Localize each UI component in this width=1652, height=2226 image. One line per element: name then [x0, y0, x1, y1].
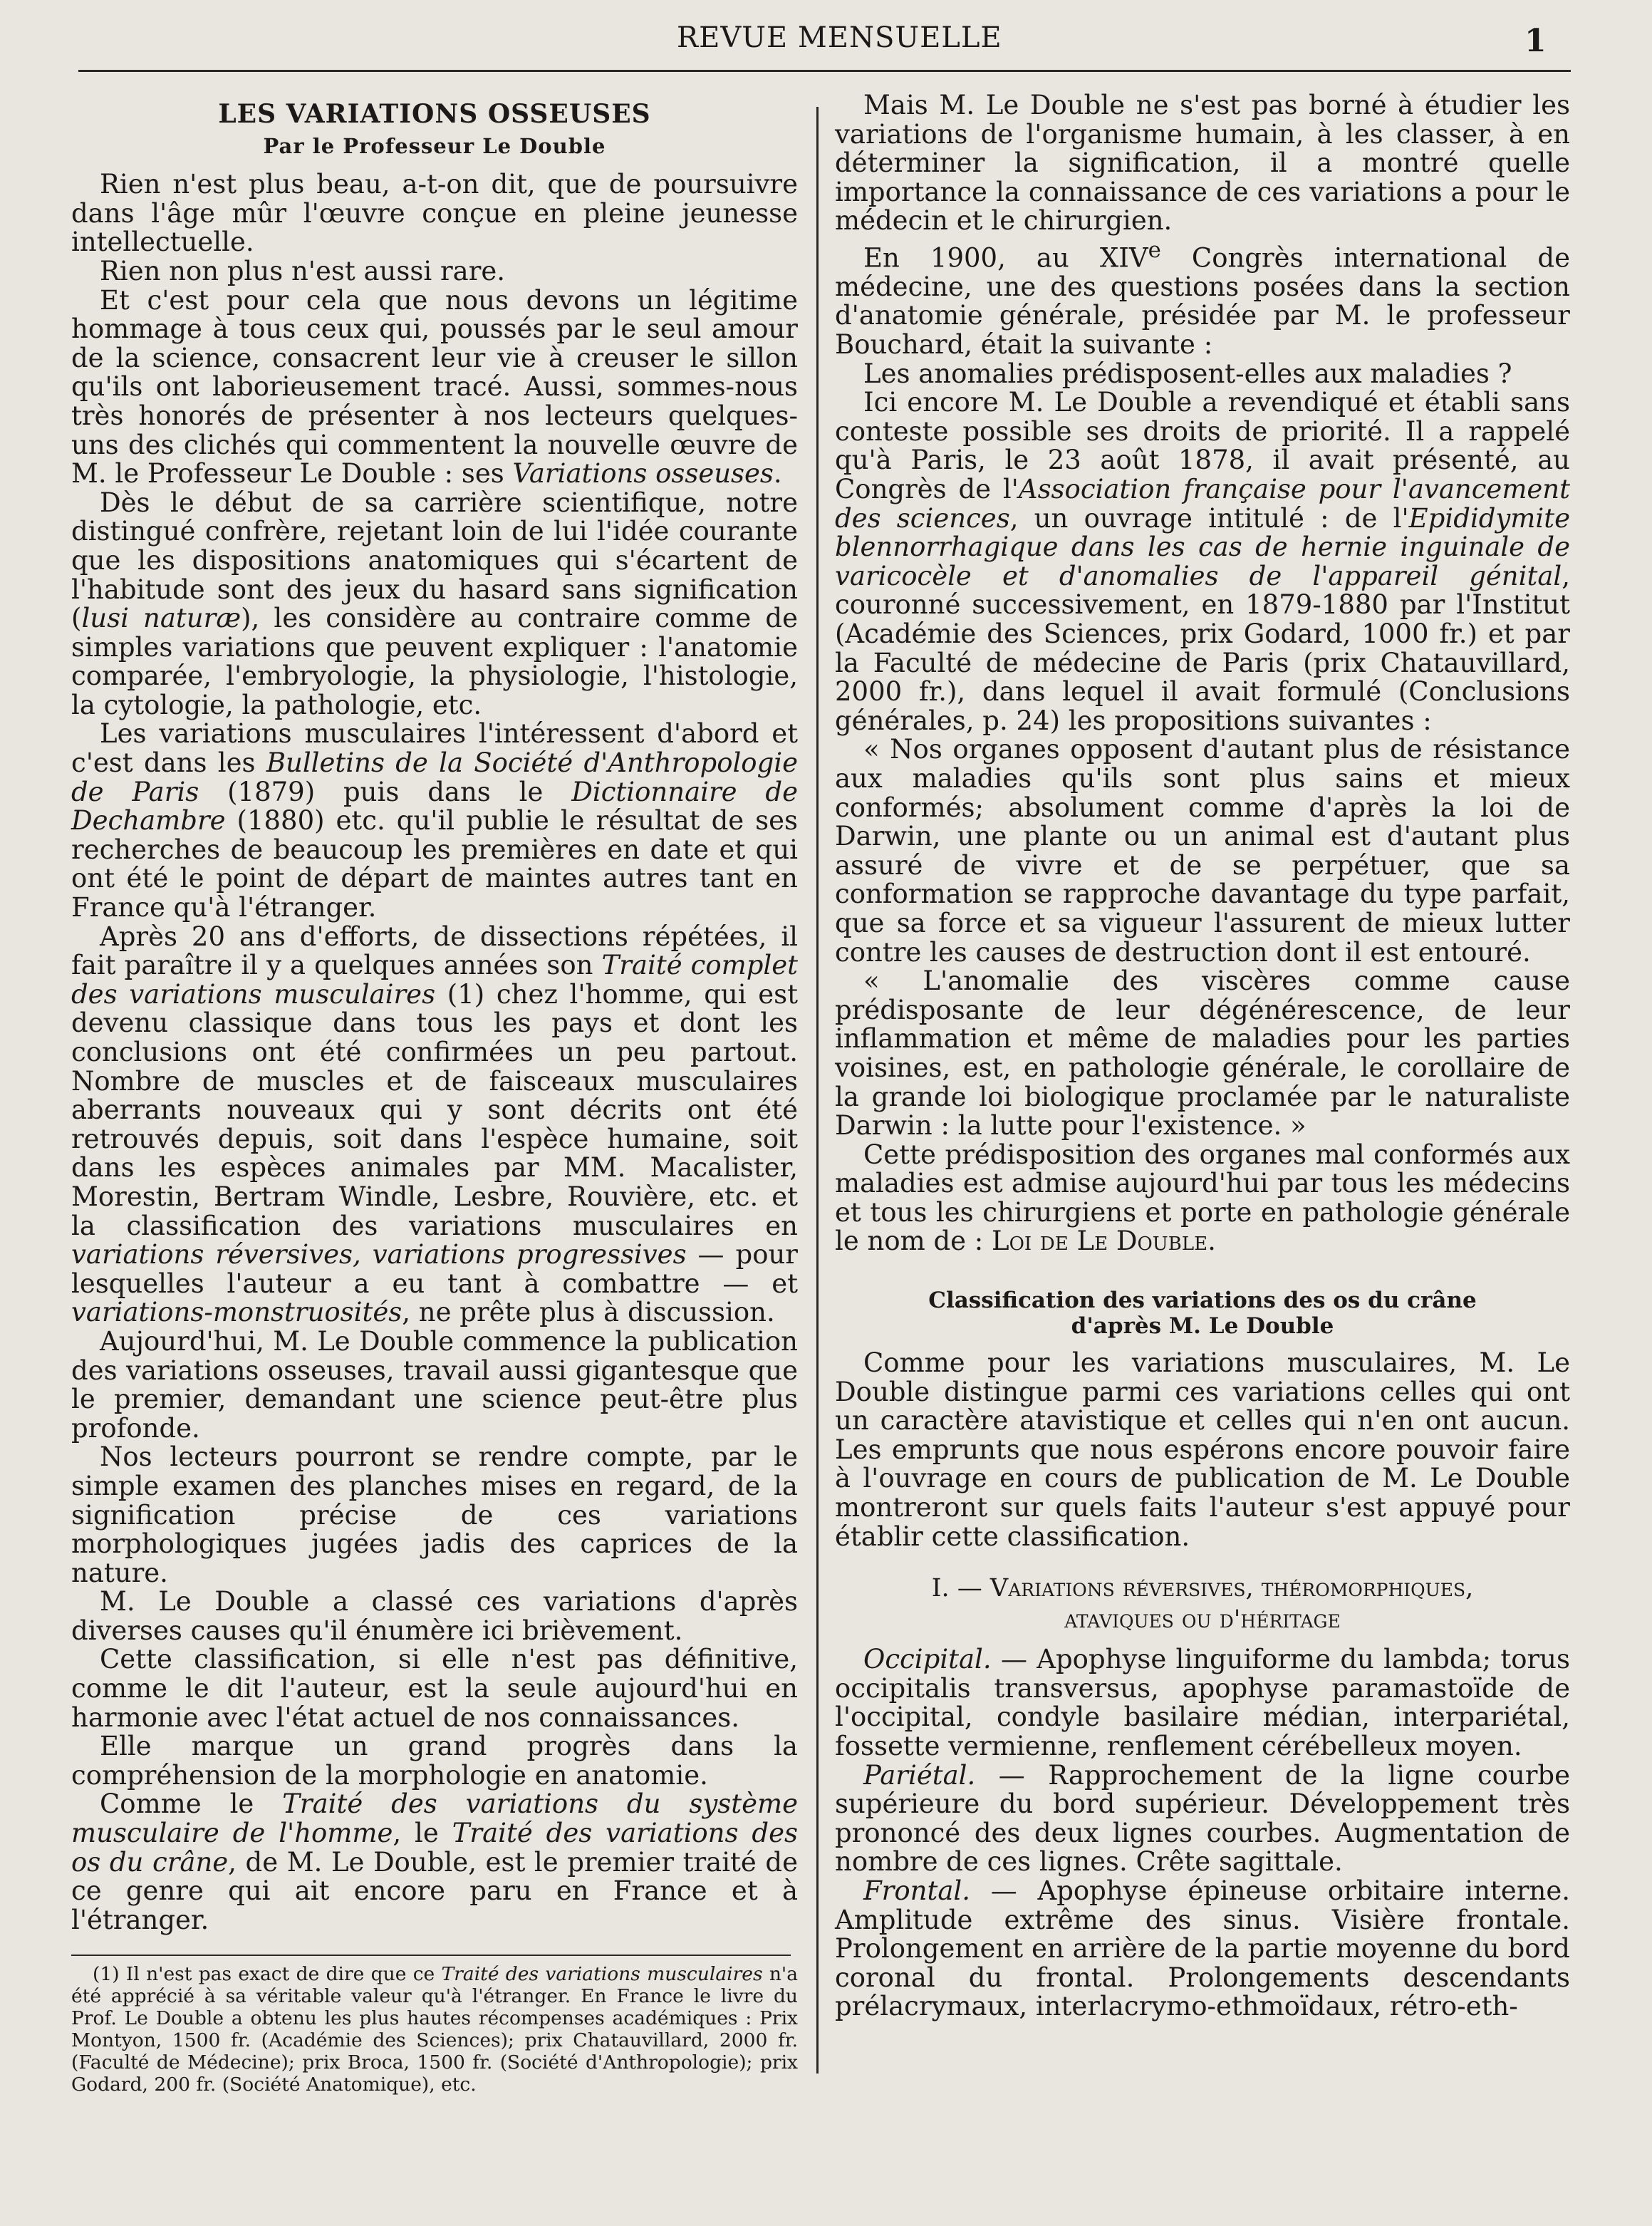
subsection-heading-line: I. — Variations réversives, théromorphiques,: [931, 1574, 1474, 1603]
text-run: , le: [393, 1818, 452, 1849]
text-run: (1) Il n'est pas exact de dire que ce: [93, 1963, 442, 1986]
paragraph: M. Le Double a classé ces variations d'après diverses causes qu'il énumère ici brièvement.: [71, 1586, 798, 1646]
paragraph: [835, 388, 1570, 735]
text-run: (1) chez l'homme, qui est devenu classique dans tous les pays et dont les conclusions ont été confirmées un peu partout. Nombre de muscles et de faisceaux musculaires aberrants nouveaux qui y sont décrits ont été retrouvés depuis, soit dans l'espèce humaine, soit dans les espèces animales par MM. Macalister, Morestin, Bertram Windle, Lesbre, Rouvière, etc. et la classification des variations musculaires en: [71, 978, 798, 1241]
paragraph: [71, 489, 798, 720]
paragraph: [71, 923, 798, 1327]
paragraph: [71, 1790, 798, 1935]
italic-title: Epididymite blennorrhagique dans les cas de hernie inguinale de varicocèle et d'anomalies de l'appareil génital: [835, 502, 1570, 591]
text-run: — Apophyse épineuse orbitaire interne. Amplitude extrême des sinus. Visière frontale. Prolongement en arrière de la partie moyenne du bord coronal du frontal. Prolongements descendants prélacrymaux, interlacrymo-ethmoïdaux, rétro-eth-: [835, 1875, 1570, 2022]
text-run: ), les considère au contraire comme de simples variations que peuvent expliquer : l'anatomie comparée, l'embryologie, la physiologie, l'histologie, la cytologie, la pathologie, etc.: [71, 603, 798, 720]
left-column: [71, 91, 798, 2096]
text-run: , de M. Le Double, est le premier traité de ce genre qui ait encore paru en France et à l'étranger.: [71, 1846, 798, 1935]
text-run: Ici encore M. Le Double a revendiqué et établi sans conteste possible ses droits de priorité. Il a rappelé qu'à Paris, le 23 août 1878, il avait présenté, au Congrès de l': [835, 387, 1570, 505]
entry-label: Pariétal.: [863, 1759, 976, 1791]
text-run: .: [773, 458, 782, 490]
header-rule: [78, 70, 1571, 72]
italic-phrase: lusi naturæ: [81, 603, 241, 634]
entry-label: Frontal.: [863, 1875, 970, 1906]
quotation: « Nos organes opposent d'autant plus de résistance aux maladies qu'ils sont plus sains et mieux conformés; absolument comme d'après la loi de Darwin, une plante ou un animal est d'autant plus assuré de vivre et de se perpétuer, que sa conformation se rapproche davantage du type parfait, que sa force et sa vigueur l'assurent de mieux lutter contre les causes de destruction dont il est entouré.: [835, 734, 1570, 968]
bone-entry-occipital: [835, 1645, 1570, 1761]
text-run: .: [1207, 1226, 1216, 1257]
text-run: Et c'est pour cela que nous devons un légitime hommage à tous ceux qui, poussés par le seul amour de la science, consacrent leur vie à creuser le sillon qu'ils ont laborieusement tracé. Aussi, sommes-nous très honorés de présenter à nos lecteurs quelques-uns des clichés qui commentent la nouvelle œuvre de M. le Professeur Le Double : ses: [71, 284, 798, 490]
subsection-heading: [835, 1573, 1570, 1635]
bone-entry-frontal: [835, 1877, 1570, 2021]
footnote-rule: [71, 1955, 791, 1956]
entry-label: Occipital.: [863, 1644, 992, 1675]
paragraph: Comme pour les variations musculaires, M. Le Double distingue parmi ces variations celles qui ont un caractère atavistique et celles qui n'en ont aucun. Les emprunts que nous espérons encore pouvoir faire à l'ouvrage en cours de publication de M. Le Double montreront sur quels faits l'auteur s'est appuyé pour établir cette classification.: [835, 1347, 1570, 1552]
paragraph: [71, 286, 798, 489]
text-run: — pour lesquelles l'auteur a eu tant à combattre — et: [71, 1239, 798, 1299]
article-title: LES VARIATIONS OSSEUSES: [218, 99, 651, 129]
paragraph: [835, 1141, 1570, 1256]
italic-title: Traité des variations du système musculaire de l'homme: [71, 1788, 798, 1849]
italic-phrase: variations réversives, variations progressives: [71, 1239, 687, 1270]
paragraph: Nos lecteurs pourront se rendre compte, par le simple examen des planches mises en regard, de la signification précise de ces variations morphologiques jugées jadis des caprices de la nature.: [71, 1441, 798, 1588]
column-divider: [816, 107, 819, 2074]
italic-title: Traité des variations musculaires: [441, 1963, 763, 1986]
paragraph: Rien non plus n'est aussi rare.: [100, 255, 506, 286]
paragraph: Elle marque un grand progrès dans la compréhension de la morphologie en anatomie.: [71, 1731, 798, 1791]
text-run: Après 20 ans d'efforts, de dissections répétées, il fait paraître il y a quelques années son: [71, 921, 798, 981]
article-byline: Par le Professeur Le Double: [263, 133, 606, 158]
text-run: , couronné successivement, en 1879-1880 par l'Institut (Académie des Sciences, prix Godard, 1000 fr.) et par la Faculté de médecine de Paris (prix Chatauvillard, 2000 fr.), dans lequel il avait formulé (Conclusions générales, p. 24) les propositions suivantes :: [835, 560, 1570, 736]
text-run: Dès le début de sa carrière scientifique, notre distingué confrère, rejetant loin de lui l'idée courante que les dispositions anatomiques qui s'écartent de l'habitude sont des jeux du hasard sans signification (: [71, 487, 798, 634]
text-run: En 1900, au XIV: [863, 242, 1148, 274]
text-run: Congrès international de médecine, une des questions posées dans la section d'anatomie générale, présidée par M. le professeur Bouchard, était la suivante :: [835, 242, 1570, 361]
section-heading-line: Classification des variations des os du crâne: [928, 1288, 1477, 1314]
page-number: 1: [1524, 23, 1547, 59]
text-run: Les variations musculaires l'intéressent d'abord et c'est dans les: [71, 718, 798, 779]
section-heading: [835, 1288, 1570, 1339]
italic-title: Bulletins de la Société d'Anthropologie de Paris: [71, 747, 798, 807]
section-heading-line: d'après M. Le Double: [1071, 1313, 1334, 1340]
text-run: Cette prédisposition des organes mal conformés aux maladies est admise aujourd'hui par tous les médecins et tous les chirurgiens et porte en pathologie générale le nom de :: [835, 1139, 1570, 1257]
paragraph: Rien n'est plus beau, a-t-on dit, que de poursuivre dans l'âge mûr l'œuvre conçue en pleine jeunesse intellectuelle.: [71, 169, 798, 258]
text-run: Comme le: [100, 1788, 283, 1820]
text-run: , un ouvrage intitulé : de l': [1009, 502, 1409, 534]
text-run: , ne prête plus à discussion.: [402, 1297, 775, 1328]
paragraph: [835, 236, 1570, 360]
journal-title: REVUE MENSUELLE: [677, 21, 1002, 54]
italic-title: Traité complet des variations musculaires: [71, 950, 799, 1010]
text-run: (1879) puis dans le: [199, 776, 572, 807]
italic-title: Dictionnaire de Dechambre: [71, 776, 798, 837]
italic-title: Association française pour l'avancement des sciences: [835, 474, 1571, 534]
law-name: Loi de Le Double: [992, 1226, 1208, 1257]
subsection-heading-line: ataviques ou d'héritage: [1064, 1605, 1341, 1635]
italic-phrase: variations-monstruosités: [71, 1297, 402, 1328]
paragraph: Les anomalies prédisposent-elles aux maladies ?: [863, 358, 1512, 389]
text-run: — Rapprochement de la ligne courbe supérieure du bord supérieur. Développement très prononcé des deux lignes courbes. Augmentation de nombre de ces lignes. Crête sagittale.: [835, 1759, 1570, 1878]
right-column: [835, 91, 1570, 2021]
paragraph: Aujourd'hui, M. Le Double commence la publication des variations osseuses, travail aussi gigantesque que le premier, demandant une science peut-être plus profonde.: [71, 1325, 798, 1444]
paragraph: Cette classification, si elle n'est pas définitive, comme le dit l'auteur, est la seule aujourd'hui en harmonie avec l'état actuel de nos connaissances.: [71, 1644, 798, 1733]
text-run: n'a été apprécié à sa véritable valeur qu'à l'étranger. En France le livre du Prof. Le Double a obtenu les plus hautes récompenses académiques : Prix Montyon, 1500 fr. (Académie des Sciences); prix Chatauvillard, 2000 fr. (Faculté de Médecine); prix Broca, 1500 fr. (Société d'Anthropologie); prix Godard, 200 fr. (Société Anatomique), etc.: [71, 1963, 799, 2096]
footnote: [71, 1963, 798, 2096]
paragraph: Mais M. Le Double ne s'est pas borné à étudier les variations de l'organisme humain, à les classer, à en déterminer la signification, il a montré quelle importance la connaissance de ces variations a pour le médecin et le chirurgien.: [835, 90, 1570, 237]
italic-title: Variations osseuses: [512, 458, 774, 490]
bone-entry-parietal: [835, 1761, 1570, 1877]
text-run: (1880) etc. qu'il publie le résultat de ses recherches de beaucoup les premières en date et qui ont été le point de départ de maintes autres tant en France qu'à l'étranger.: [71, 805, 798, 923]
italic-title: Traité des variations des os du crâne: [71, 1818, 798, 1878]
ordinal-superscript: e: [1148, 237, 1161, 263]
quotation: « L'anomalie des viscères comme cause prédisposante de leur dégénérescence, de leur inflammation et même de maladies pour les parties voisines, est, en pathologie générale, le corollaire de la grande loi biologique proclamée par le naturaliste Darwin : la lutte pour l'existence. »: [835, 966, 1570, 1142]
running-head: [0, 16, 1652, 58]
text-run: — Apophyse linguiforme du lambda; torus occipitalis transversus, apophyse paramastoïde de l'occipital, condyle basilaire médian, interpariétal, fossette vermienne, renflement cérébelleux moyen.: [835, 1644, 1570, 1762]
paragraph: [71, 720, 798, 922]
